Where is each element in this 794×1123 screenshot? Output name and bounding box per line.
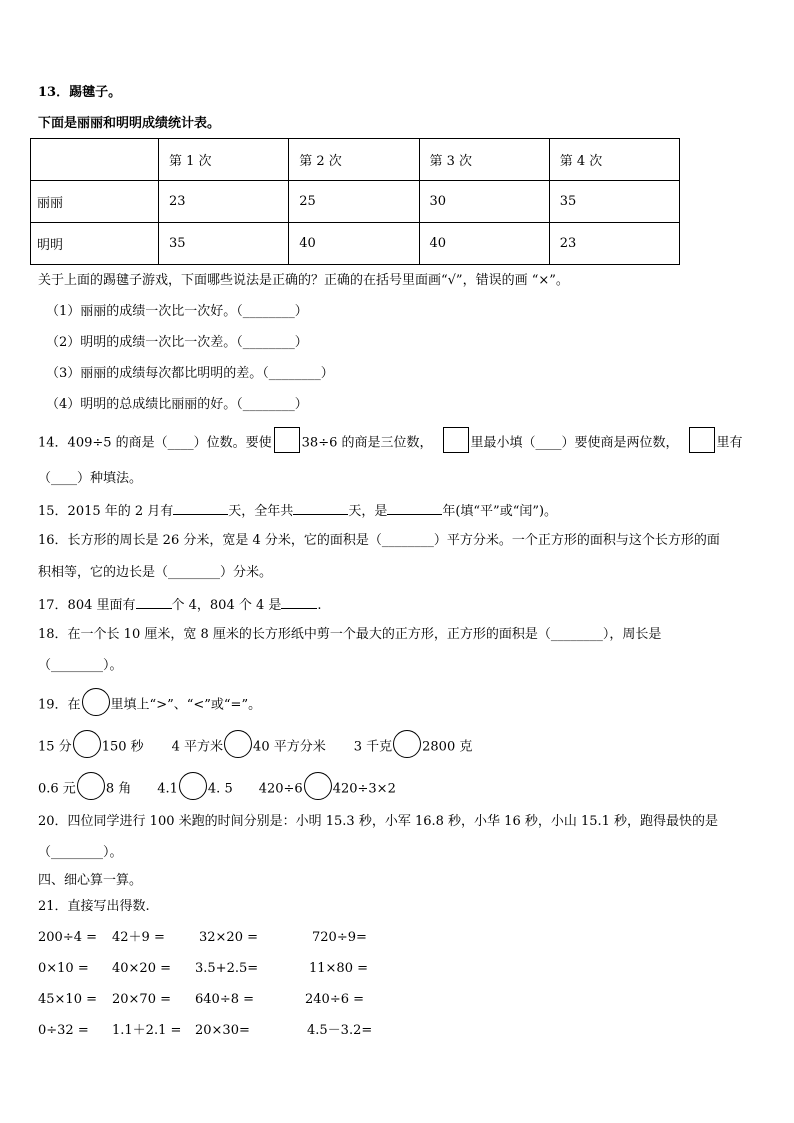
table-cell: 40 [289,223,419,265]
compare-circle[interactable] [73,730,101,758]
calc-item: 11×80 = [309,961,369,976]
q15-text-1: 15．2015 年的 2 月有 [38,504,174,519]
compare-right: 2800 克 [422,739,473,755]
q17-text-2: 个 4，804 个 4 是 [171,598,282,613]
table-cell: 35 [549,181,679,223]
compare-circle[interactable] [393,730,421,758]
answer-blank[interactable] [281,595,317,609]
q19-text-1: 19．在 [38,697,81,713]
table-cell: 第 2 次 [289,139,419,181]
calc-item: 0×10 = [38,961,89,976]
question-18-line2: （________）。 [38,658,123,673]
calc-item: 20×70 = [112,992,172,1007]
calc-item: 3.5+2.5= [195,961,259,976]
compare-left: 0.6 元 [38,781,76,797]
answer-box[interactable] [443,427,469,453]
section-heading: 四、细心算一算。 [38,873,143,888]
table-cell: 35 [159,223,289,265]
calc-item: 20×30= [195,1023,250,1038]
question-19-title [38,694,261,716]
compare-left: 4.1 [157,781,178,797]
compare-circle[interactable] [179,772,207,800]
q14-text-3: 里最小填（____）要使商是两位数， [470,435,679,451]
calc-item: 0÷32 = [38,1023,89,1038]
compare-right: 40 平方分米 [253,739,326,755]
q15-text-2: 天，全年共 [228,504,294,519]
compare-right: 420÷3×2 [332,781,396,797]
calc-item: 240÷6 = [305,992,365,1007]
q14-text-2: 38÷6 的商是三位数， [301,435,433,451]
table-cell [31,139,159,181]
table-cell: 25 [289,181,419,223]
question-16-line2: 积相等，它的边长是（________）分米。 [38,565,273,580]
compare-circle[interactable] [82,688,110,716]
answer-blank[interactable] [387,501,442,515]
question-14-line1 [38,433,743,453]
compare-left: 15 分 [38,739,72,755]
q17-text-1: 17．804 里面有 [38,598,136,613]
table-cell: 第 3 次 [419,139,549,181]
table-cell: 第 1 次 [159,139,289,181]
compare-circle[interactable] [224,730,252,758]
calc-item: 42＋9 = [112,930,165,945]
statement-2: （2）明明的成绩一次比一次差。（________） [46,335,308,350]
question-17 [38,595,322,615]
table-row [31,181,680,223]
table-row [31,223,680,265]
table-cell: 23 [549,223,679,265]
compare-right: 4. 5 [207,781,233,797]
compare-circle[interactable] [77,772,105,800]
question-18-line1: 18．在一个长 10 厘米，宽 8 厘米的长方形纸中剪一个最大的正方形，正方形的面积是（________），周长是 [38,627,662,642]
table-cell: 40 [419,223,549,265]
compare-left: 3 千克 [353,739,393,755]
calc-item: 40×20 = [112,961,172,976]
compare-left: 4 平方米 [171,739,224,755]
compare-row-2 [38,778,396,800]
answer-blank[interactable] [136,595,172,609]
compare-right: 150 秒 [101,739,144,755]
compare-right: 8 角 [105,781,132,797]
answer-blank[interactable] [293,501,348,515]
answer-box[interactable] [689,427,715,453]
calc-item: 640÷8 = [195,992,255,1007]
statement-3: （3）丽丽的成绩每次都比明明的差。（________） [46,366,334,381]
q14-text-4: 里有 [716,435,743,451]
q14-text-1: 14．409÷5 的商是（____）位数。要使 [38,435,272,451]
question-20-line1: 20．四位同学进行 100 米跑的时间分别是：小明 15.3 秒，小军 16.8 秒，小华 16 秒，小山 15.1 秒，跑得最快的是 [38,814,719,829]
calc-item: 4.5－3.2= [307,1023,373,1038]
calc-item: 32×20 = [199,930,259,945]
compare-row-1 [38,736,472,758]
calc-item: 1.1＋2.1 = [112,1023,182,1038]
q15-text-3: 天，是 [348,504,388,519]
compare-circle[interactable] [304,772,332,800]
question-20-line2: （________）。 [38,845,123,860]
statement-1: （1）丽丽的成绩一次比一次好。（________） [46,304,308,319]
table-cell: 30 [419,181,549,223]
calc-item: 45×10 = [38,992,98,1007]
q15-text-4: 年(填“平”或“闰”)。 [442,504,558,519]
calc-item: 200÷4 = [38,930,98,945]
table-header-row [31,139,680,181]
answer-blank[interactable] [173,501,228,515]
score-table [30,138,680,265]
question-13-title: 13．踢毽子。 [38,85,122,100]
question-13-intro: 下面是丽丽和明明成绩统计表。 [38,116,221,131]
statement-4: （4）明明的总成绩比丽丽的好。（________） [46,397,308,412]
question-13-prompt: 关于上面的踢毽子游戏，下面哪些说法是正确的？正确的在括号里面画“√”，错误的画 “×”。 [38,273,569,288]
question-15 [38,501,557,521]
calc-item: 720÷9= [312,930,367,945]
question-14-line2: （____）种填法。 [38,471,143,486]
question-21-title: 21．直接写出得数. [38,899,150,914]
table-cell: 第 4 次 [549,139,679,181]
table-cell: 明明 [31,223,159,265]
compare-left: 420÷6 [258,781,303,797]
answer-box[interactable] [274,427,300,453]
table-cell: 丽丽 [31,181,159,223]
q17-text-3: . [317,598,322,613]
q19-text-2: 里填上“>”、“<”或“=”。 [110,697,262,713]
table-cell: 23 [159,181,289,223]
question-16-line1: 16．长方形的周长是 26 分米，宽是 4 分米，它的面积是（________）平方分米。一个正方形的面积与这个长方形的面 [38,533,720,548]
